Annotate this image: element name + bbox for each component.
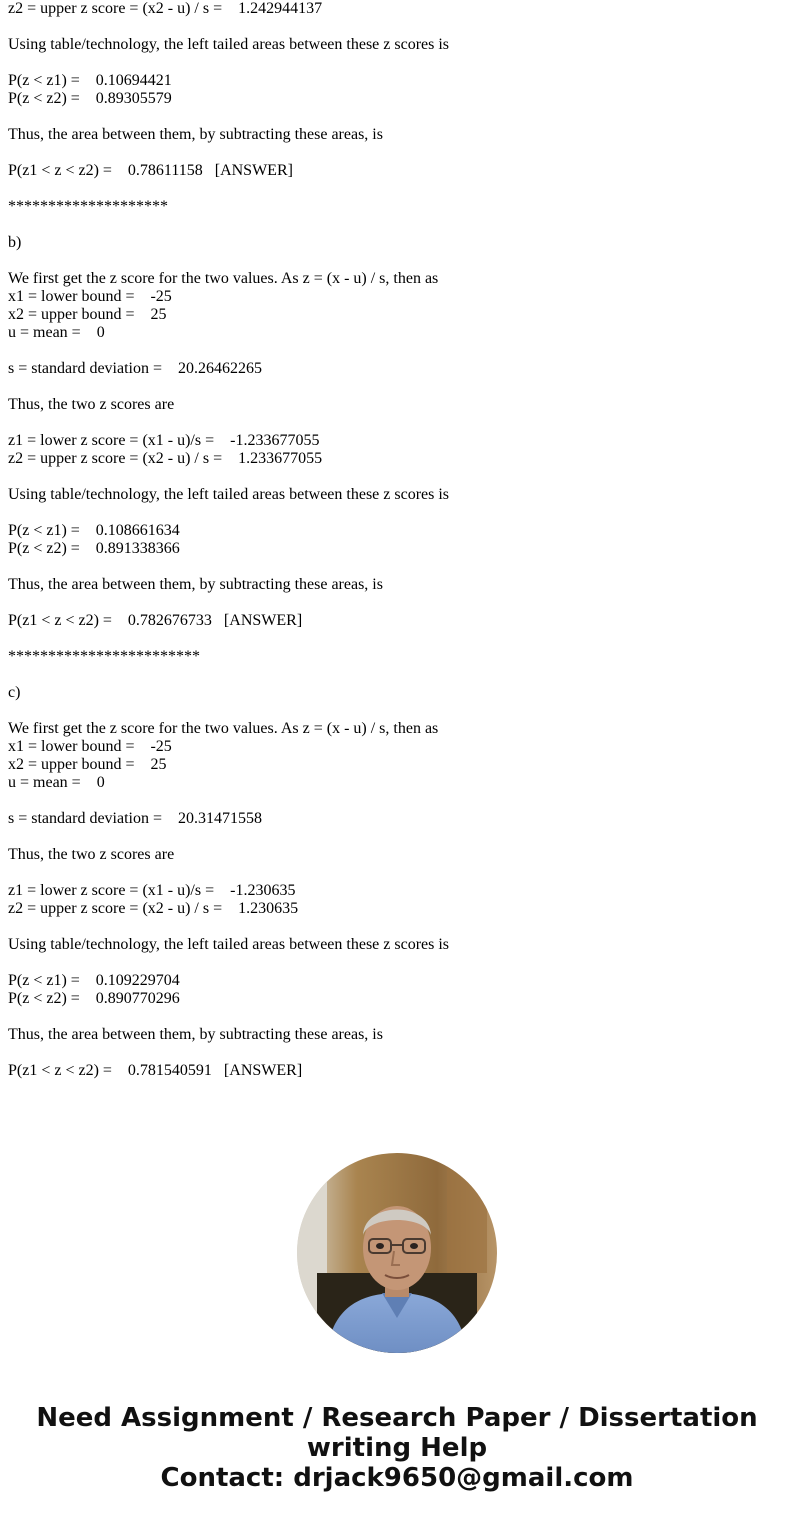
separator-stars: ************************ [8, 648, 200, 665]
part-c-answer: P(z1 < z < z2) = 0.781540591 [ANSWER] [8, 1062, 303, 1079]
part-b-z2: z2 = upper z score = (x2 - u) / s = 1.233677055 [8, 450, 323, 467]
part-c-tech: Using table/technology, the left tailed areas between these z scores is [8, 936, 450, 953]
part-b-tech: Using table/technology, the left tailed areas between these z scores is [8, 486, 450, 503]
part-c-p1: P(z < z1) = 0.109229704 [8, 972, 180, 989]
promo-line-2: writing Help [306, 1433, 488, 1463]
top-p2-line: P(z < z2) = 0.89305579 [8, 90, 172, 107]
part-c-u: u = mean = 0 [8, 774, 105, 791]
separator-stars: ******************** [8, 198, 168, 215]
part-c-subtract: Thus, the area between them, by subtracting these areas, is [8, 1026, 383, 1043]
part-b-x1: x1 = lower bound = -25 [8, 288, 172, 305]
part-b-label: b) [8, 234, 22, 251]
part-b-p2: P(z < z2) = 0.891338366 [8, 540, 180, 557]
part-c-intro: We first get the z score for the two values. As z = (x - u) / s, then as [8, 720, 439, 737]
author-avatar [297, 1153, 497, 1353]
part-c-z1: z1 = lower z score = (x1 - u)/s = -1.230635 [8, 882, 296, 899]
part-c-label: c) [8, 684, 21, 701]
part-c-p2: P(z < z2) = 0.890770296 [8, 990, 180, 1007]
top-subtract-line: Thus, the area between them, by subtracting these areas, is [8, 126, 383, 143]
part-c-x1: x1 = lower bound = -25 [8, 738, 172, 755]
promo-line-1: Need Assignment / Research Paper / Dissertation [36, 1403, 758, 1433]
part-c-x2: x2 = upper bound = 25 [8, 756, 167, 773]
part-b-answer: P(z1 < z < z2) = 0.782676733 [ANSWER] [8, 612, 303, 629]
top-answer-line: P(z1 < z < z2) = 0.78611158 [ANSWER] [8, 162, 293, 179]
part-b-u: u = mean = 0 [8, 324, 105, 341]
promo-banner [0, 1403, 794, 1493]
part-b-s: s = standard deviation = 20.26462265 [8, 360, 263, 377]
top-p1-line: P(z < z1) = 0.10694421 [8, 72, 172, 89]
part-b-p1: P(z < z1) = 0.108661634 [8, 522, 180, 539]
part-c-two-z: Thus, the two z scores are [8, 846, 175, 863]
promo-contact[interactable]: Contact: drjack9650@gmail.com [160, 1463, 634, 1493]
top-z2-line: z2 = upper z score = (x2 - u) / s = 1.242944137 [8, 0, 323, 17]
part-c-s: s = standard deviation = 20.31471558 [8, 810, 263, 827]
author-portrait-icon [297, 1153, 497, 1353]
solution-document [8, 0, 788, 1080]
part-b-intro: We first get the z score for the two values. As z = (x - u) / s, then as [8, 270, 439, 287]
part-c-z2: z2 = upper z score = (x2 - u) / s = 1.230635 [8, 900, 299, 917]
part-b-x2: x2 = upper bound = 25 [8, 306, 167, 323]
top-tech-line: Using table/technology, the left tailed areas between these z scores is [8, 36, 450, 53]
part-b-subtract: Thus, the area between them, by subtracting these areas, is [8, 576, 383, 593]
part-b-z1: z1 = lower z score = (x1 - u)/s = -1.233677055 [8, 432, 320, 449]
part-b-two-z: Thus, the two z scores are [8, 396, 175, 413]
